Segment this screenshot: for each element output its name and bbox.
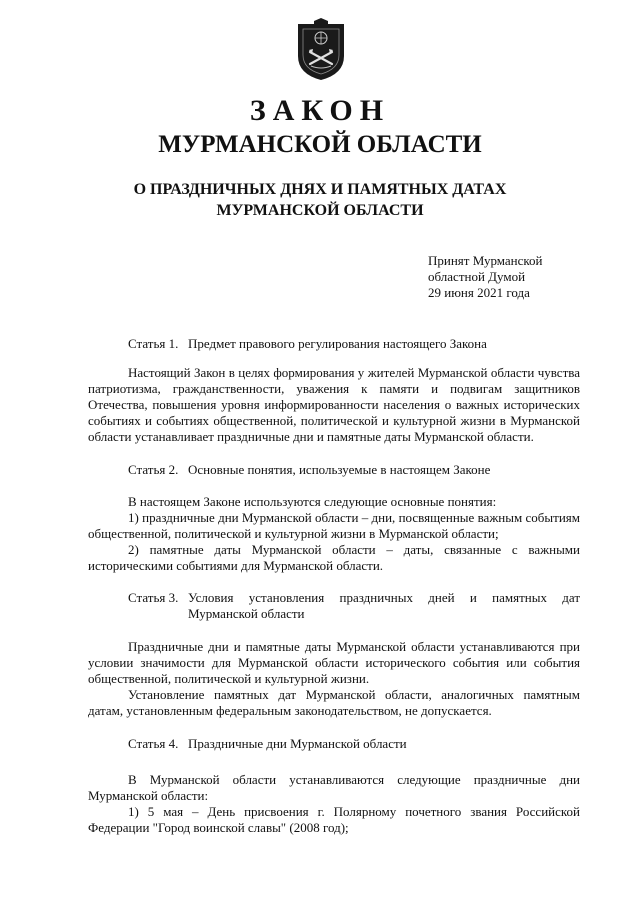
article-1-paragraph: Настоящий Закон в целях формирования у жителей Мурманской области чувства патриотизма, гражданственности, уважения к памяти и подвигам защитников Отечества, повышения уровня информированности населения о важных исторических событиях и событиях общественной, политической и культурной жизни в Мурманской области устанавливает праздничные дни и памятные даты Мурманской области. bbox=[88, 365, 580, 444]
article-number: Статья 1. bbox=[128, 336, 179, 351]
article-number: Статья 3. bbox=[128, 590, 179, 605]
article-number: Статья 4. bbox=[128, 736, 179, 751]
article-2-item-1: 1) праздничные дни Мурманской области – дни, посвященные важным событиям общественной, политической и культурной жизни в Мурманской области; bbox=[88, 510, 580, 541]
adoption-note bbox=[428, 253, 543, 301]
adoption-line-2: областной Думой bbox=[428, 269, 526, 284]
article-title-line-1: Условия установления праздничных дней и памятных дат bbox=[188, 590, 580, 605]
article-title: Предмет правового регулирования настоящего Закона bbox=[188, 336, 487, 351]
article-3-paragraph-2: Установление памятных дат Мурманской области, аналогичных памятным датам, установленным федеральным законодательством, не допускается. bbox=[88, 687, 580, 718]
article-4-item-1: 1) 5 мая – День присвоения г. Полярному почетного звания Российской Федерации "Город воинской славы" (2008 год); bbox=[88, 804, 580, 835]
law-body bbox=[88, 336, 580, 836]
article-title bbox=[188, 590, 580, 622]
law-region-title: МУРМАНСКОЙ ОБЛАСТИ bbox=[158, 131, 482, 158]
article-4-heading bbox=[88, 736, 580, 752]
article-4-paragraph: В Мурманской области устанавливаются следующие праздничные дни Мурманской области: bbox=[88, 772, 580, 803]
article-2-heading bbox=[88, 462, 580, 478]
article-2-paragraph: В настоящем Законе используются следующие основные понятия: bbox=[128, 494, 497, 509]
law-subject-title bbox=[60, 179, 580, 221]
subtitle-line-2: МУРМАНСКОЙ ОБЛАСТИ bbox=[216, 202, 424, 219]
subtitle-line-1: О ПРАЗДНИЧНЫХ ДНЯХ И ПАМЯТНЫХ ДАТАХ bbox=[133, 181, 507, 198]
coat-of-arms-icon bbox=[294, 18, 348, 82]
adoption-date: 29 июня 2021 года bbox=[428, 285, 530, 300]
article-3-heading bbox=[88, 590, 580, 622]
article-3-paragraph-1: Праздничные дни и памятные даты Мурманской области устанавливаются при условии значимости для Мурманской области исторического события или события общественной, политической и культурной жизни. bbox=[88, 639, 580, 686]
article-title: Основные понятия, используемые в настоящем Законе bbox=[188, 462, 491, 477]
article-title: Праздничные дни Мурманской области bbox=[188, 736, 407, 751]
article-title-line-2: Мурманской области bbox=[188, 606, 305, 621]
article-number: Статья 2. bbox=[128, 462, 179, 477]
adoption-line-1: Принят Мурманской bbox=[428, 253, 543, 268]
law-title: ЗАКОН bbox=[249, 94, 391, 127]
article-2-item-2: 2) памятные даты Мурманской области – даты, связанные с важными историческими событиями для Мурманской области. bbox=[88, 542, 580, 573]
article-1-heading bbox=[88, 336, 580, 352]
